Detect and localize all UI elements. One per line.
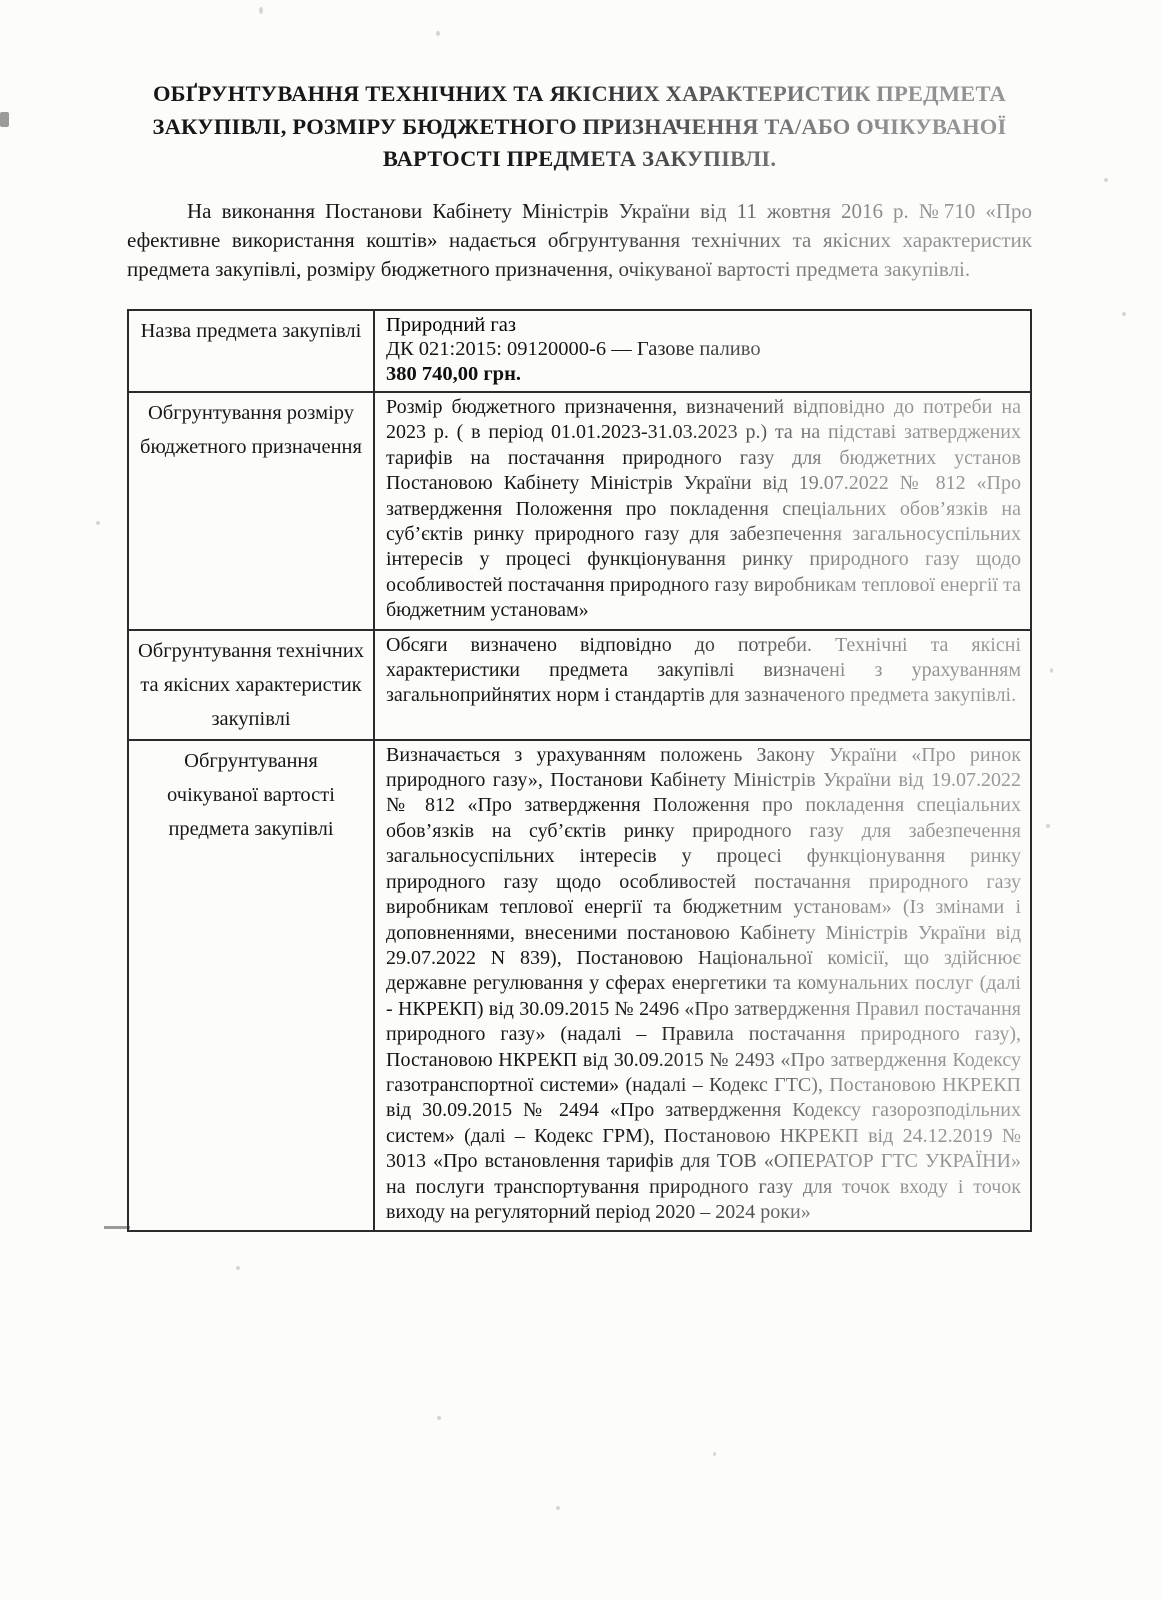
- row-label-expected-value-justification: [128, 740, 374, 1232]
- row-label-text: Обгрунтування очікуваної вартості предмета закупівлі: [167, 749, 335, 840]
- row-label-text: Обгрунтування розміру бюджетного призначення: [140, 402, 362, 458]
- row-label-text: Назва предмета закупівлі: [140, 319, 362, 342]
- justification-table: [127, 309, 1032, 1233]
- table-row-budget-justification: [128, 392, 1031, 630]
- scan-speckle: [236, 1266, 240, 1270]
- row-label-budget-justification: [128, 392, 374, 630]
- subject-name-line: Природний газ: [386, 313, 517, 336]
- row-value-text: Визначається з урахуванням положень Закону України «Про ринок природного газу», Постанови Кабінету Міністрів України від 19.07.2022 № 812 «Про затвердження Положення про покладення спеціальних обов’язків на суб’єктів ринку природного газу для забезпечення загальносуспільних інтересів у процесі функціонування ринку природного газу щодо особливостей постачання природного газу виробникам теплової енергії та бюджетним установам» (Із змінами і доповненнями, внесеними постановою Кабінету Міністрів України від 29.07.2022 N 839), Постановою Національної комісії, що здійснює державне регулювання у сферах енергетики та комунальних послуг (далі - НКРЕКП) від 30.09.2015 № 2496 «Про затвердження Правил постачання природного газу» (надалі – Правила постачання природного газу), Постановою НКРЕКП від 30.09.2015 № 2493 «Про затвердження Кодексу газотранспортної системи» (надалі – Кодекс ГТС), Постановою НКРЕКП від 30.09.2015 № 2494 «Про затвердження Кодексу газорозподільних систем» (далі – Кодекс ГРМ), Постановою НКРЕКП від 24.12.2019 № 3013 «Про встановлення тарифів для ТОВ «ОПЕРАТОР ГТС УКРАЇНИ» на послуги транспортування природного газу для точок входу і точок виходу на регуляторний період 2020 – 2024 роки»: [386, 743, 1021, 1226]
- row-value-expected-value-justification: [374, 740, 1031, 1232]
- scan-speckle: [1104, 178, 1108, 182]
- title-line: ОБҐРУНТУВАННЯ ТЕХНІЧНИХ ТА ЯКІСНИХ ХАРАКТЕРИСТИК ПРЕДМЕТА: [152, 81, 1007, 106]
- row-value-subject-name: [374, 310, 1031, 393]
- table-row-subject-name: [128, 310, 1031, 393]
- scan-speckle: [713, 1452, 716, 1456]
- row-value-text: Обсяги визначено відповідно до потреби. Технічні та якісні характеристики предмета закупівлі визначені з урахуванням загальноприйнятих норм і стандартів для зазначеного предмета закупівлі.: [386, 633, 1021, 709]
- intro-paragraph: На виконання Постанови Кабінету Міністрів України від 11 жовтня 2016 р. №710 «Про ефективне використання коштів» надається обгрунтування технічних та якісних характеристик предмета закупівлі, розміру бюджетного призначення, очікуваної вартості предмета закупівлі.: [127, 197, 1032, 284]
- scan-speckle: [1050, 668, 1053, 673]
- dk-code-line: ДК 021:2015: 09120000-6 — Газове паливо: [386, 337, 1021, 362]
- row-label-subject-name: [128, 310, 374, 393]
- scan-smudge: [0, 112, 9, 127]
- row-value-technical-justification: [374, 630, 1031, 740]
- scan-speckle: [96, 521, 100, 525]
- scan-speckle: [1122, 312, 1126, 316]
- scan-speckle: [1046, 824, 1050, 828]
- scan-speckle: [437, 1416, 441, 1420]
- title-line: ВАРТОСТІ ПРЕДМЕТА ЗАКУПІВЛІ.: [382, 146, 777, 171]
- document-content: [127, 0, 1032, 1232]
- row-label-technical-justification: [128, 630, 374, 740]
- title-line: ЗАКУПІВЛІ, РОЗМІРУ БЮДЖЕТНОГО ПРИЗНАЧЕННЯ ТА/АБО ОЧІКУВАНОЇ: [152, 113, 1007, 139]
- budget-amount: 380 740,00 грн.: [386, 362, 522, 385]
- scan-speckle: [556, 1506, 560, 1510]
- table-row-expected-value-justification: [128, 740, 1031, 1232]
- table-row-technical-justification: [128, 630, 1031, 740]
- row-label-text: Обгрунтування технічних та якісних характеристик закупівлі: [138, 639, 364, 730]
- document-title: [127, 0, 1032, 176]
- row-value-budget-justification: [374, 392, 1031, 630]
- row-value-text: Розмір бюджетного призначення, визначений відповідно до потреби на 2023 р. ( в період 01.01.2023-31.03.2023 р.) та на підставі затверджених тарифів на постачання природного газу для бюджетних установ Постановою Кабінету Міністрів України від 19.07.2022 № 812 «Про затвердження Положення про покладення спеціальних обов’язків на суб’єктів ринку природного газу для забезпечення загальносуспільних інтересів у процесі функціонування ринку природного газу щодо особливостей постачання природного газу виробникам теплової енергії та бюджетним установам»: [386, 395, 1021, 624]
